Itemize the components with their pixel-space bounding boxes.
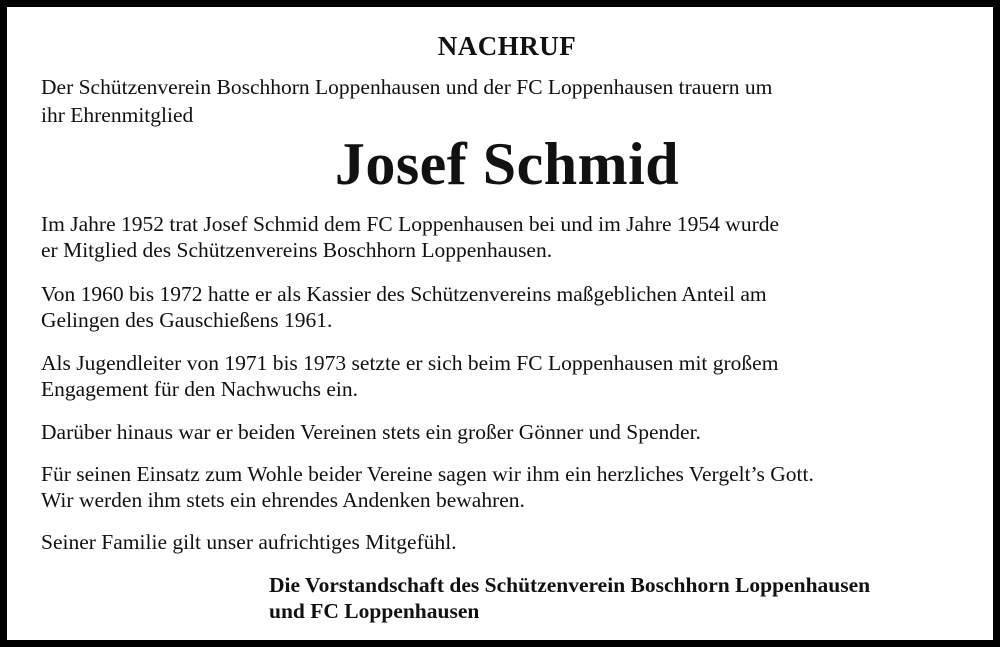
signature-line: Die Vorstandschaft des Schützenverein Boschhorn Loppenhausen xyxy=(269,573,871,597)
intro-line: ihr Ehrenmitglied xyxy=(41,103,194,127)
paragraph-line: Für seinen Einsatz zum Wohle beider Vereine sagen wir ihm ein herzliches Vergelt’s Gott. xyxy=(41,462,814,486)
deceased-name: Josef Schmid xyxy=(334,131,680,197)
paragraph-line: er Mitglied des Schützenvereins Boschhorn Loppenhausen. xyxy=(41,238,553,262)
paragraph-line: Seiner Familie gilt unser aufrichtiges Mitgefühl. xyxy=(41,530,457,554)
paragraph-line: Im Jahre 1952 trat Josef Schmid dem FC Loppenhausen bei und im Jahre 1954 wurde xyxy=(41,212,780,236)
intro-line: Der Schützenverein Boschhorn Loppenhausen und der FC Loppenhausen trauern um xyxy=(41,75,773,99)
signature-line: und FC Loppenhausen xyxy=(269,599,480,623)
paragraph-line: Von 1960 bis 1972 hatte er als Kassier des Schützenvereins maßgeblichen Anteil am xyxy=(41,282,767,306)
paragraph-line: Darüber hinaus war er beiden Vereinen stets ein großer Gönner und Spender. xyxy=(41,420,701,444)
paragraph-line: Engagement für den Nachwuchs ein. xyxy=(41,377,359,401)
paragraph-line: Wir werden ihm stets ein ehrendes Andenken bewahren. xyxy=(41,488,525,512)
heading: NACHRUF xyxy=(437,31,577,61)
paragraph-line: Als Jugendleiter von 1971 bis 1973 setzte er sich beim FC Loppenhausen mit großem xyxy=(41,351,779,375)
paragraph-line: Gelingen des Gauschießens 1961. xyxy=(41,308,333,332)
